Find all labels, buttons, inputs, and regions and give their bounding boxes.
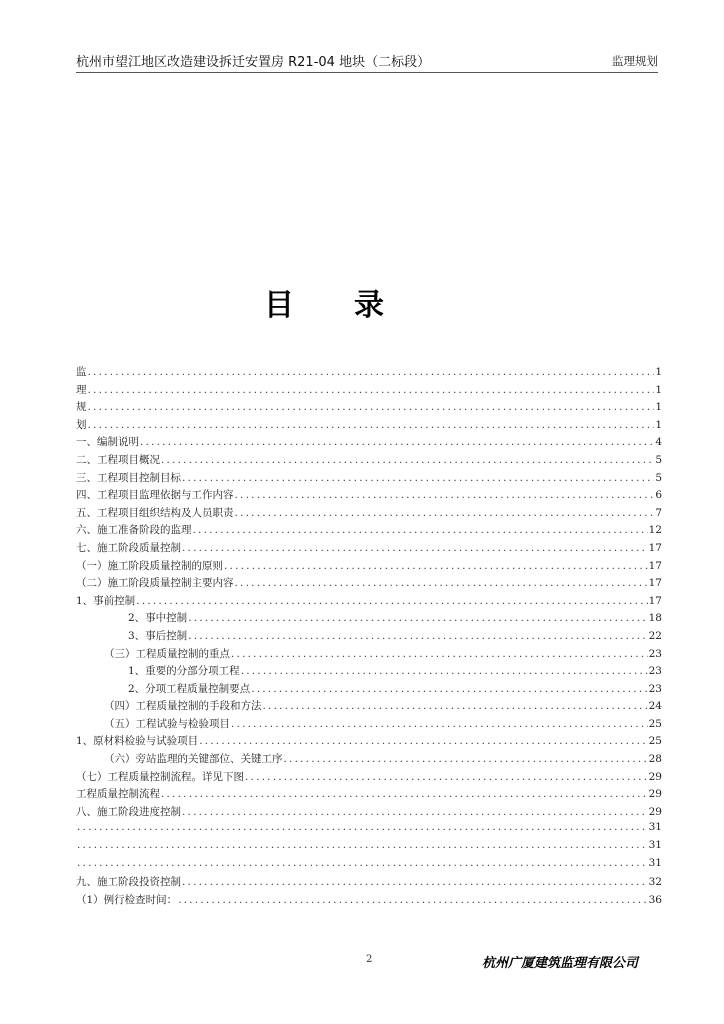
toc-dot-leader <box>178 894 647 906</box>
toc-entry-label: 监 <box>76 366 87 378</box>
toc-dot-leader <box>231 718 648 730</box>
toc-entry[interactable] <box>76 364 662 382</box>
footer-page-number: 2 <box>366 954 373 965</box>
toc-dot-leader <box>231 648 648 660</box>
toc-entry-label: 规 <box>76 401 87 414</box>
toc-dot-leader <box>284 753 648 765</box>
toc-title: 目 录 <box>264 288 384 323</box>
toc-entry[interactable] <box>76 399 662 417</box>
toc-dot-leader <box>77 839 648 851</box>
toc-entry-page-number: 17 <box>648 559 662 572</box>
toc-entry-label: 二、工程项目概况 <box>76 453 160 466</box>
toc-dot-leader <box>140 436 654 448</box>
toc-entry-page-number: 1 <box>655 401 662 414</box>
toc-entry-page-number: 36 <box>648 893 662 906</box>
toc-entry-label: （四）工程质量控制的手段和方法 <box>104 700 262 713</box>
header-divider <box>76 72 658 73</box>
toc-dot-leader <box>188 612 647 624</box>
toc-entry-page-number: 5 <box>655 453 662 466</box>
toc-entry[interactable] <box>76 593 662 611</box>
toc-dot-leader <box>251 683 647 695</box>
toc-dot-leader <box>224 560 648 572</box>
toc-entry-page-number: 17 <box>648 577 662 590</box>
toc-dot-leader <box>88 401 655 413</box>
toc-entry-page-number: 1 <box>655 383 662 396</box>
toc-entry-label: （六）旁站监理的关键部位、关键工序 <box>104 753 283 766</box>
toc-entry-page-number: 12 <box>648 524 662 537</box>
toc-entry[interactable] <box>76 470 662 488</box>
toc-entry-page-number: 18 <box>648 612 662 625</box>
toc-dot-leader <box>193 524 648 536</box>
toc-entry[interactable] <box>76 716 662 734</box>
toc-dot-leader <box>235 577 648 589</box>
toc-entry-page-number: 5 <box>655 471 662 484</box>
toc-dot-leader <box>235 507 655 519</box>
toc-entry-page-number: 28 <box>648 753 662 766</box>
toc-entry-label: 1、原材料检验与试验项目 <box>76 735 199 748</box>
toc-entry-page-number: 32 <box>648 876 662 889</box>
toc-entry[interactable] <box>76 628 662 646</box>
toc-entry-page-number: 17 <box>648 594 662 607</box>
toc-entry[interactable] <box>76 382 662 400</box>
toc-entry-label: 七、施工阶段质量控制 <box>76 541 181 554</box>
toc-dot-leader <box>161 454 654 466</box>
toc-dot-leader <box>245 771 648 783</box>
toc-entry[interactable] <box>76 505 662 523</box>
toc-dot-leader <box>182 806 648 818</box>
toc-entry[interactable] <box>76 434 662 452</box>
toc-entry-page-number: 1 <box>655 418 662 431</box>
toc-dot-leader <box>241 665 648 677</box>
toc-entry-page-number: 31 <box>648 839 662 852</box>
toc-entry-label: （1）例行检查时间： <box>76 893 178 906</box>
toc-entry-label: （二）施工阶段质量控制主要内容 <box>76 577 234 590</box>
toc-entry-page-number: 29 <box>648 805 662 818</box>
toc-entry[interactable] <box>76 452 662 470</box>
toc-entry[interactable] <box>76 698 662 716</box>
header-project-title: 杭州市望江地区改造建设拆迁安置房 R21-04 地块（二标段） <box>76 55 431 70</box>
toc-entry-label: 3、事后控制 <box>128 629 188 642</box>
toc-entry-label: （一）施工阶段质量控制的原则 <box>76 559 223 572</box>
toc-entry-label: 八、施工阶段进度控制 <box>76 805 181 818</box>
table-of-contents <box>76 364 662 909</box>
toc-entry-page-number: 6 <box>655 489 662 502</box>
toc-entry-page-number: 17 <box>648 541 662 554</box>
toc-entry[interactable] <box>76 522 662 540</box>
toc-dot-leader <box>136 595 647 607</box>
toc-entry-label: 九、施工阶段投资控制 <box>76 876 181 889</box>
toc-entry[interactable] <box>76 540 662 558</box>
toc-entry[interactable] <box>76 786 662 804</box>
toc-entry-label: 理 <box>76 383 87 396</box>
toc-entry-page-number: 22 <box>648 629 662 642</box>
toc-entry-page-number: 24 <box>648 700 662 713</box>
toc-entry-page-number: 1 <box>655 366 662 378</box>
toc-entry-label: 四、工程项目监理依据与工作内容 <box>76 489 234 502</box>
toc-entry[interactable] <box>76 610 662 628</box>
toc-entry-page-number: 29 <box>648 788 662 801</box>
toc-entry-label: 2、分项工程质量控制要点 <box>128 682 251 695</box>
toc-entry-label: （七）工程质量控制流程。详见下图 <box>76 770 244 783</box>
toc-entry-page-number: 23 <box>648 665 662 678</box>
toc-entry-label: 1、事前控制 <box>76 594 136 607</box>
footer-company-name: 杭州广厦建筑监理有限公司 <box>481 956 638 971</box>
toc-entry[interactable] <box>76 839 662 857</box>
toc-entry[interactable] <box>76 417 662 435</box>
toc-entry[interactable] <box>76 892 662 910</box>
toc-entry[interactable] <box>76 857 662 875</box>
toc-dot-leader <box>182 876 648 888</box>
toc-entry[interactable] <box>76 646 662 664</box>
toc-dot-leader <box>182 542 648 554</box>
toc-entry-page-number: 29 <box>648 770 662 783</box>
toc-entry[interactable] <box>76 663 662 681</box>
toc-dot-leader <box>77 857 648 869</box>
toc-entry-page-number: 7 <box>655 506 662 519</box>
toc-entry-label: 一、编制说明 <box>76 436 139 449</box>
toc-dot-leader <box>88 384 655 396</box>
toc-dot-leader <box>77 821 648 833</box>
toc-entry[interactable] <box>76 821 662 839</box>
toc-dot-leader <box>88 366 655 378</box>
toc-entry-label: 三、工程项目控制目标 <box>76 471 181 484</box>
toc-entry-page-number: 23 <box>648 682 662 695</box>
toc-dot-leader <box>188 630 647 642</box>
toc-entry[interactable] <box>76 769 662 787</box>
toc-entry[interactable] <box>76 804 662 822</box>
header-doc-type: 监理规划 <box>612 54 658 68</box>
toc-entry[interactable] <box>76 874 662 892</box>
toc-entry-label: 划 <box>76 418 87 431</box>
toc-entry-label: （五）工程试验与检验项目 <box>104 717 230 730</box>
toc-dot-leader <box>88 419 655 431</box>
toc-entry-page-number: 31 <box>648 856 662 869</box>
toc-entry-page-number: 25 <box>648 717 662 730</box>
toc-entry[interactable] <box>76 558 662 576</box>
toc-entry-label: 五、工程项目组织结构及人员职责 <box>76 506 234 519</box>
toc-dot-leader <box>161 788 648 800</box>
toc-entry-page-number: 25 <box>648 735 662 748</box>
toc-dot-leader <box>235 489 655 501</box>
toc-entry-label: 工程质量控制流程 <box>76 788 160 801</box>
toc-entry[interactable] <box>76 733 662 751</box>
toc-entry-page-number: 31 <box>648 821 662 834</box>
toc-entry-label: 2、事中控制 <box>128 612 188 625</box>
toc-entry[interactable] <box>76 575 662 593</box>
toc-dot-leader <box>199 735 647 747</box>
toc-entry-label: 六、施工准备阶段的监理 <box>76 524 192 537</box>
toc-entry[interactable] <box>76 487 662 505</box>
toc-dot-leader <box>263 700 648 712</box>
toc-entry-label: （三）工程质量控制的重点 <box>104 647 230 660</box>
toc-entry[interactable] <box>76 751 662 769</box>
toc-entry[interactable] <box>76 681 662 699</box>
toc-entry-page-number: 23 <box>648 647 662 660</box>
toc-entry-page-number: 4 <box>655 436 662 449</box>
toc-entry-label: 1、重要的分部分项工程 <box>128 665 240 678</box>
toc-dot-leader <box>182 472 654 484</box>
